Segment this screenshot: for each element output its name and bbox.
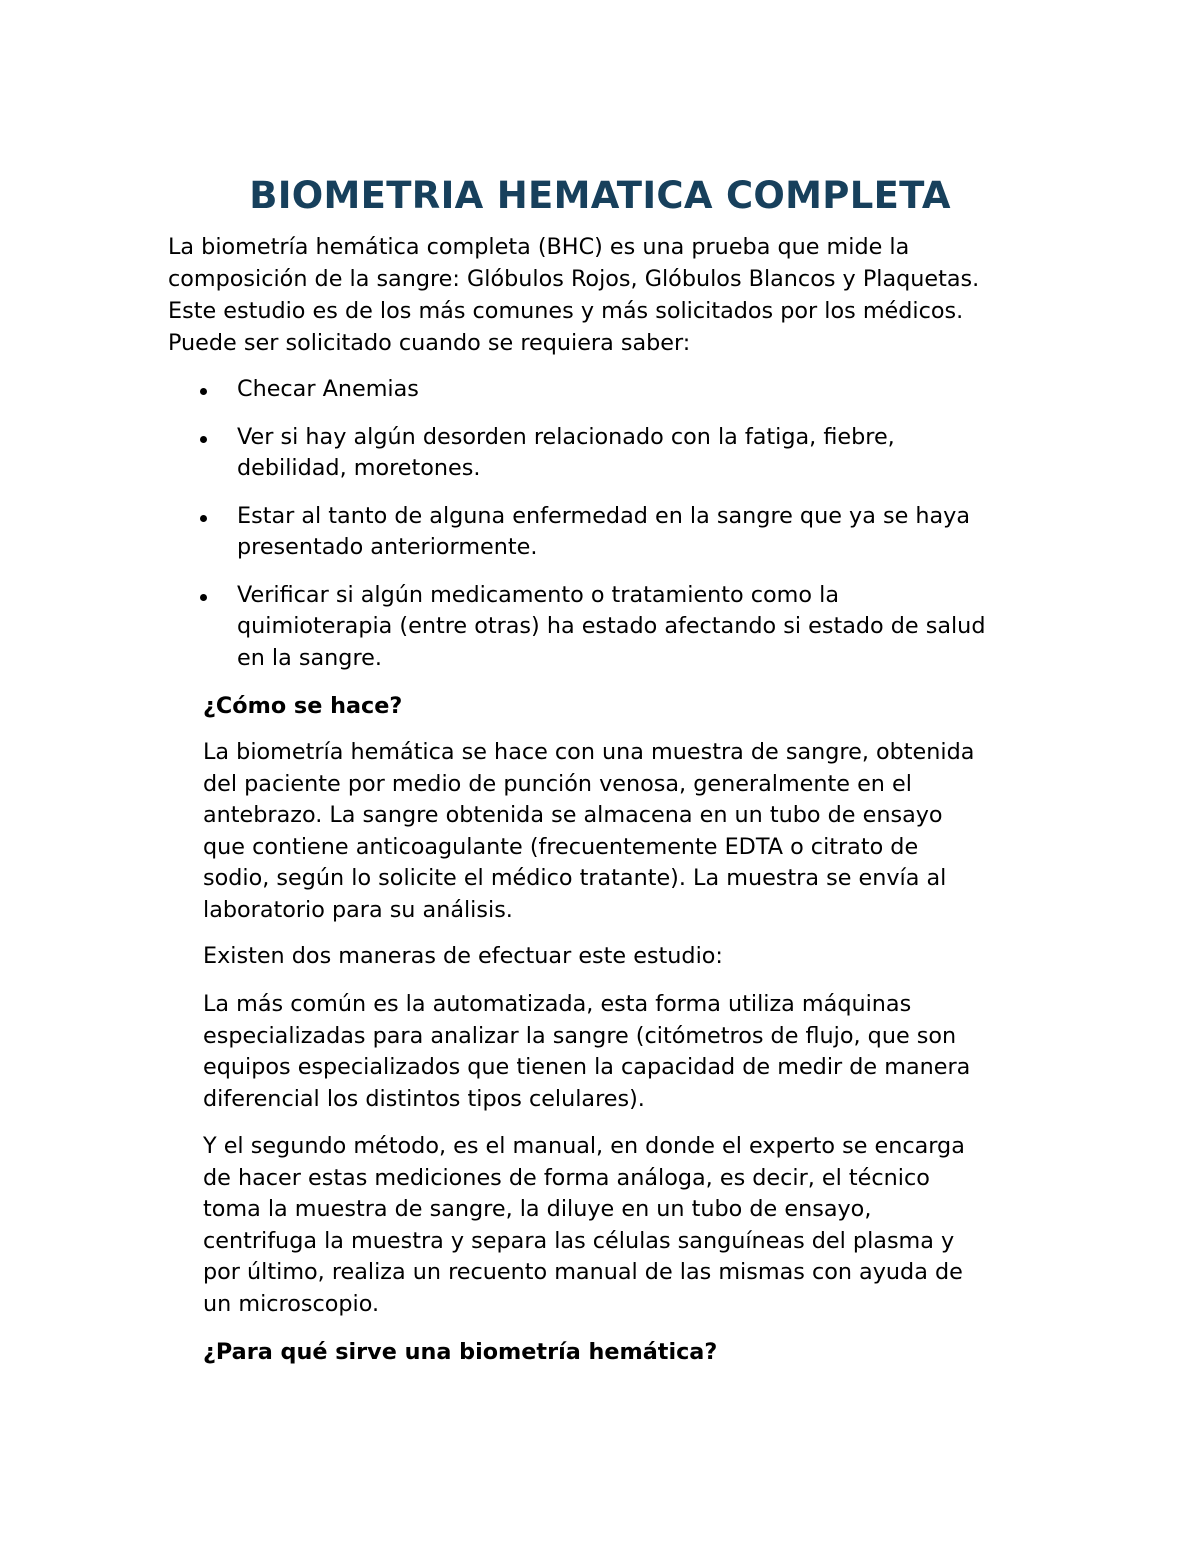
bullet-line: debilidad, moretones. [237,455,481,482]
bullet-line: presentado anteriormente. [237,534,538,561]
intro-paragraph [168,232,1048,360]
bullet-line: Verificar si algún medicamento o tratamiento como la [237,582,839,608]
bullet-line: quimioterapia (entre otras) ha estado afectando si estado de salud [237,613,986,640]
bullet-dot-icon [200,515,207,522]
bullet-dot-icon [200,594,207,601]
bullet-dot-icon [200,388,207,395]
paragraph-line: diferencial los distintos tipos celulares). [203,1085,645,1112]
paragraph-line: centrifuga la muestra y separa las células sanguíneas del plasma y [203,1227,955,1254]
body-paragraph [203,941,1063,973]
body-paragraph [203,737,1063,926]
bullet-line: en la sangre. [237,644,382,671]
bullet-line: Checar Anemias [237,376,419,402]
paragraph-line: especializadas para analizar la sangre (citómetros de flujo, que son [203,1022,957,1049]
paragraph-line: sodio, según lo solicite el médico tratante). La muestra se envía al [203,865,947,891]
section-heading-como-se-hace: ¿Cómo se hace? [203,693,403,719]
intro-line: Este estudio es de los más comunes y más solicitados por los médicos. [168,297,964,324]
paragraph-line: laboratorio para su análisis. [203,896,513,923]
intro-line: Puede ser solicitado cuando se requiera saber: [168,329,691,356]
bullet-line: Ver si hay algún desorden relacionado con la fatiga, fiebre, [237,424,895,450]
paragraph-line: que contiene anticoagulante (frecuentemente EDTA o citrato de [203,833,919,860]
paragraph-line: Existen dos maneras de efectuar este estudio: [203,943,723,969]
paragraph-line: Y el segundo método, es el manual, en donde el experto se encarga [203,1133,965,1159]
intro-line: composición de la sangre: Glóbulos Rojos, Glóbulos Blancos y Plaquetas. [168,265,980,292]
paragraph-line: del paciente por medio de punción venosa, generalmente en el [203,770,912,797]
paragraph-line: antebrazo. La sangre obtenida se almacena en un tubo de ensayo [203,802,943,828]
paragraph-line: por último, realiza un recuento manual de las mismas con ayuda de [203,1259,963,1285]
paragraph-line: La más común es la automatizada, esta forma utiliza máquinas [203,991,912,1017]
document-title: BIOMETRIA HEMATICA COMPLETA [249,174,951,217]
body-paragraph [203,989,1063,1115]
paragraph-line: equipos especializados que tienen la capacidad de medir de manera [203,1054,971,1080]
intro-line: La biometría hemática completa (BHC) es una prueba que mide la [168,234,910,260]
section-heading-para-que-sirve: ¿Para qué sirve una biometría hemática? [203,1339,718,1365]
body-paragraph [203,1131,1063,1320]
bullet-line: Estar al tanto de alguna enfermedad en la sangre que ya se haya [237,503,971,529]
bullet-dot-icon [200,436,207,443]
paragraph-line: de hacer estas mediciones de forma análoga, es decir, el técnico [203,1164,930,1191]
paragraph-line: toma la muestra de sangre, la diluye en un tubo de ensayo, [203,1196,872,1222]
paragraph-line: un microscopio. [203,1290,380,1317]
paragraph-line: La biometría hemática se hace con una muestra de sangre, obtenida [203,739,975,765]
